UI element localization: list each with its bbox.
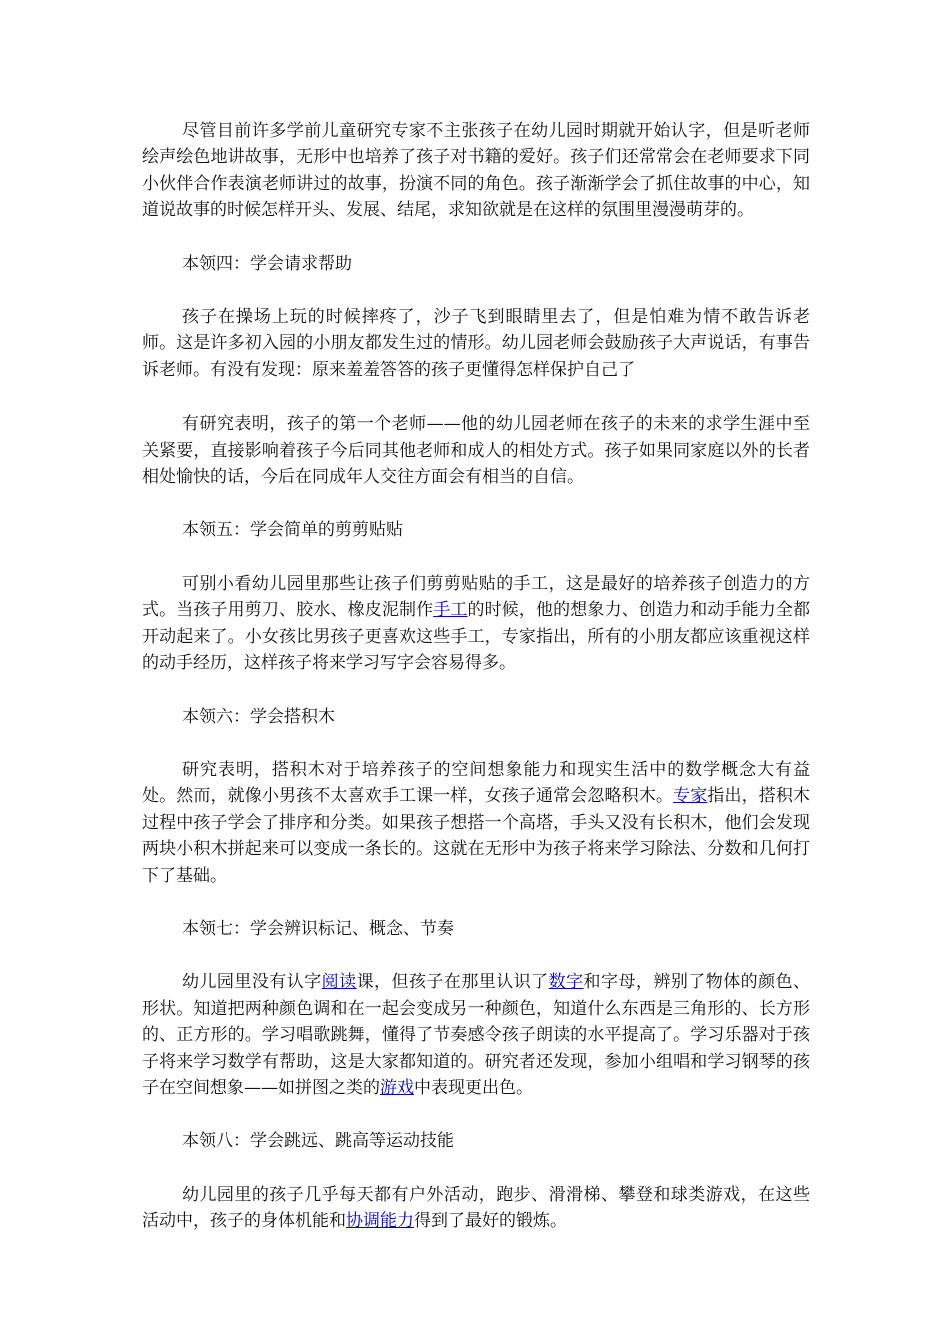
section-heading-6	[142, 704, 810, 730]
paragraph-text: 幼儿园里没有认字	[182, 972, 322, 993]
heading-text: 本领五：学会简单的剪剪贴贴	[182, 520, 403, 541]
link-handcraft[interactable]: 手工	[433, 600, 468, 621]
heading-text: 本领七：学会辨识标记、概念、节奏	[182, 918, 454, 939]
section-heading-5	[142, 517, 810, 543]
paragraph-text: 得到了最好的锻炼。	[414, 1211, 567, 1232]
paragraph-first-teacher	[142, 411, 810, 490]
paragraph-handcraft	[142, 571, 810, 677]
paragraph-text: 尽管目前许多学前儿童研究专家不主张孩子在幼儿园时期就开始认字，但是听老师绘声绘色地讲故事，无形中也培养了孩子对书籍的爱好。孩子们还常常会在老师要求下同小伙伴合作表演老师讲过的故事，扮演不同的角色。孩子渐渐学会了抓住故事的中心，知道说故事的时候怎样开头、发展、结尾，求知欲就是在这样的氛围里漫漫萌芽的。	[142, 121, 810, 221]
heading-text: 本领四：学会请求帮助	[182, 253, 352, 274]
paragraph-text: 幼儿园里的孩子几乎每天都有户外活动，跑步、滑滑梯、攀登和球类游戏，在这些活动中，孩子的身体机能和	[142, 1184, 810, 1232]
link-reading[interactable]: 阅读	[321, 972, 357, 993]
section-heading-7	[142, 916, 810, 942]
paragraph-text: 和字母，辨别了物体的颜色、形状。知道把两种颜色调和在一起会变成另一种颜色，知道什么东西是三角形的、长方形的、正方形的。学习唱歌跳舞，懂得了节奏感令孩子朗读的水平提高了。学习乐器对于孩子将来学习数学有帮助，这是大家都知道的。研究者还发现，参加小组唱和学习钢琴的孩子在空间想象——如拼图之类的	[142, 972, 811, 1098]
paragraph-story-telling	[142, 118, 810, 224]
link-games[interactable]: 游戏	[380, 1077, 414, 1098]
paragraph-text: 有研究表明，孩子的第一个老师——他的幼儿园老师在孩子的未来的求学生涯中至关紧要，直接影响着孩子今后同其他老师和成人的相处方式。孩子如果同家庭以外的长者相处愉快的话，今后在同成年人交往方面会有相当的自信。	[142, 414, 810, 488]
paragraph-symbols-rhythm	[142, 969, 810, 1101]
link-expert[interactable]: 专家	[673, 786, 708, 807]
paragraph-text: 可别小看幼儿园里那些让孩子们剪剪贴贴的手工，这是最好的培养孩子创造力的方式。当孩子用剪刀、胶水、橡皮泥制作	[142, 573, 810, 621]
paragraph-text: 指出，搭积木过程中孩子学会了排序和分类。如果孩子想搭一个高塔，手头又没有长积木，他们会发现两块小积木拼起来可以变成一条长的。这就在无形中为孩子将来学习除法、分数和几何打下了基础。	[142, 786, 811, 886]
paragraph-text: 孩子在操场上玩的时候摔疼了，沙子飞到眼睛里去了，但是怕难为情不敢告诉老师。这是许多初入园的小朋友都发生过的情形。幼儿园老师会鼓励孩子大声说话，有事告诉老师。有没有发现：原来羞羞答答的孩子更懂得怎样保护自己了	[142, 307, 810, 380]
section-heading-8	[142, 1128, 810, 1154]
heading-text: 本领六：学会搭积木	[182, 706, 335, 727]
paragraph-text: 中表现更出色。	[414, 1077, 533, 1098]
section-heading-4	[142, 251, 810, 277]
paragraph-text: 的时候，他的想象力、创造力和动手能力全都开动起来了。小女孩比男孩子更喜欢这些手工，专家指出，所有的小朋友都应该重视这样的动手经历，这样孩子将来学习写字会容易得多。	[142, 600, 811, 674]
document-body	[142, 118, 810, 1262]
paragraph-building-blocks	[142, 757, 810, 889]
link-numbers[interactable]: 数字	[548, 972, 584, 993]
paragraph-text: 研究表明，搭积木对于培养孩子的空间想象能力和现实生活中的数学概念大有益处。然而，就像小男孩不太喜欢手工课一样，女孩子通常会忽略积木。	[142, 759, 810, 807]
link-coordination[interactable]: 协调能力	[346, 1211, 414, 1232]
paragraph-ask-help	[142, 304, 810, 383]
paragraph-text: 课，但孩子在那里认识了	[356, 972, 549, 993]
paragraph-motor-skills	[142, 1182, 810, 1235]
heading-text: 本领八：学会跳远、跳高等运动技能	[182, 1131, 454, 1152]
